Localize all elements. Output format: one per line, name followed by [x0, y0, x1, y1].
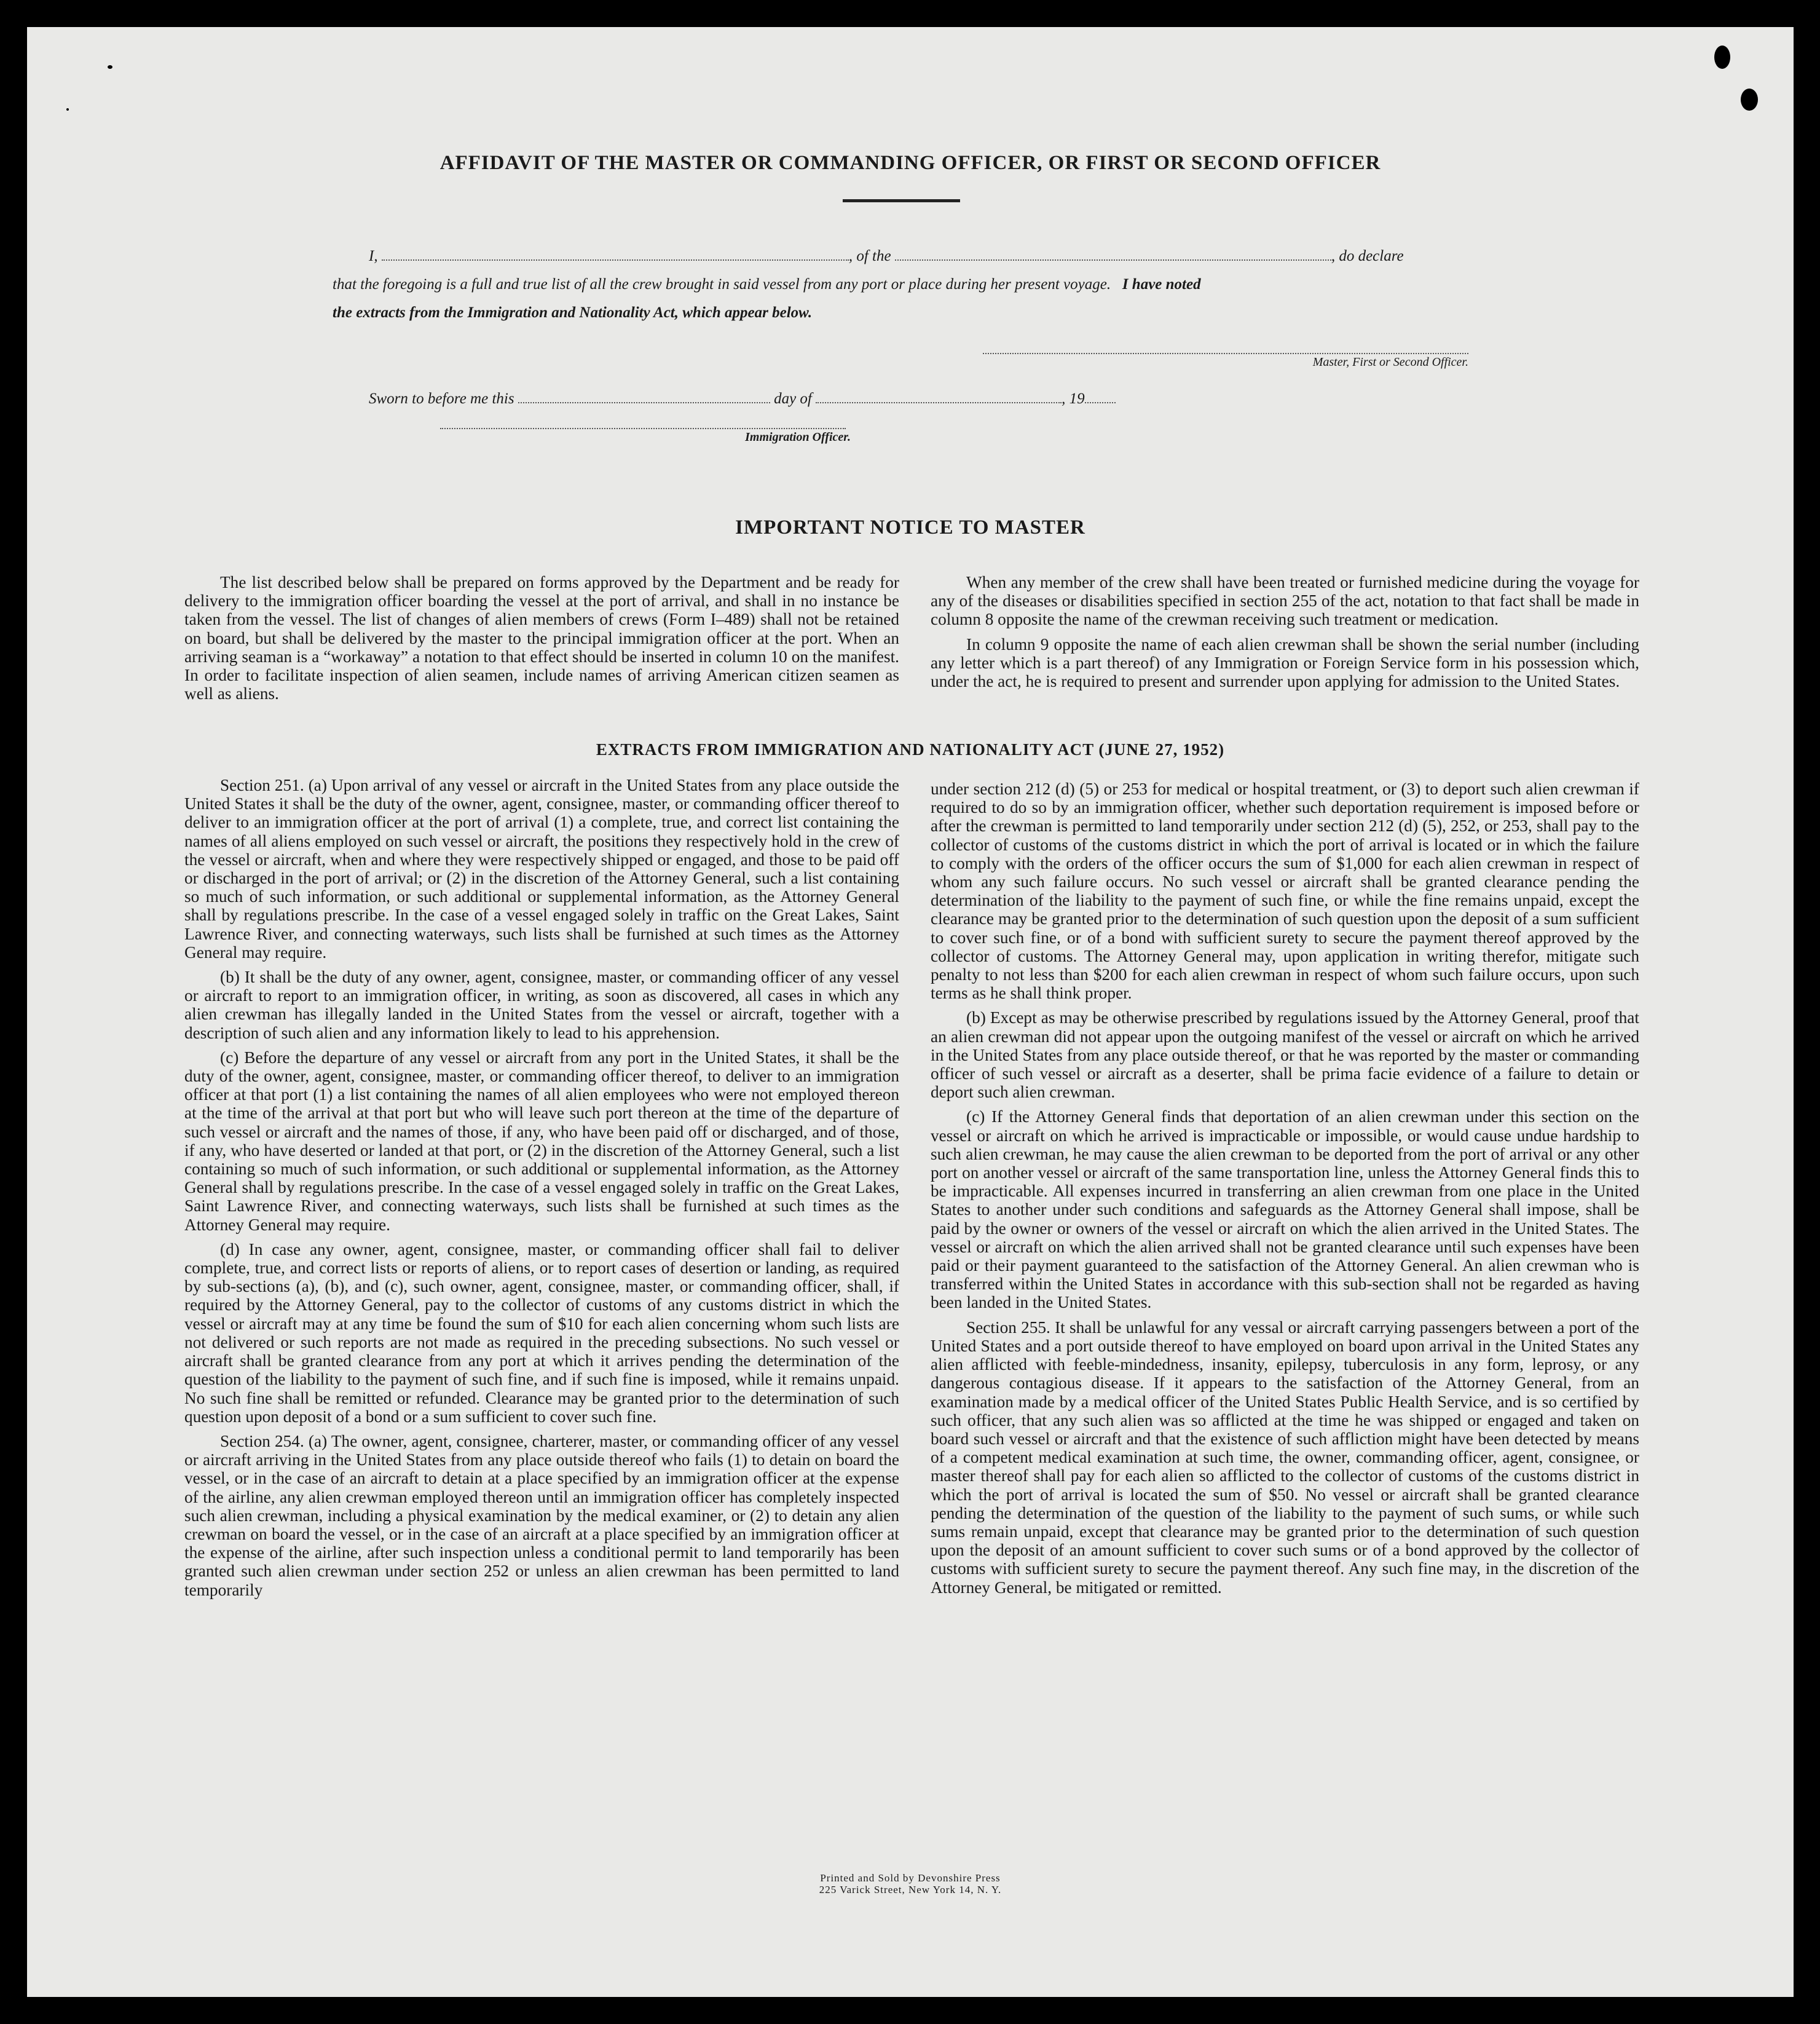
ink-blot [1714, 45, 1730, 69]
declaration-line-1 [369, 242, 1500, 271]
notice-paragraph: In column 9 opposite the name of each alien crewman shall be shown the serial number (including any letter which is a part thereof) of any Immigration or Foreign Service form in his possession which, under the act, he is required to present and surrender upon applying for admission to the United States. [931, 634, 1639, 691]
printer-imprint [27, 1872, 1794, 1896]
imprint-line-2: 225 Varick Street, New York 14, N. Y. [819, 1884, 1002, 1896]
section-251d-paragraph: (d) In case any owner, agent, consignee, master, or commanding officer shall fail to deliver complete, true, and correct lists or reports of aliens, or to report cases of desertion or landing, as required by sub-sections (a), (b), and (c), such owner, agent, consignee, master, or commanding officer, shall, if required by the Attorney General, pay to the collector of customs of any customs district in which the vessel or aircraft may at any time be found the sum of $10 for each alien concerning whom such lists are not delivered or such reports are not made as required in the preceding subsections. No such vessel or aircraft shall be granted clearance from any port at which it arrives pending the determination of the question of the liability to the payment of such fine, and if such fine is imposed, while it remains unpaid. No such fine shall be remitted or refunded. Clearance may be granted prior to the determination of such question upon deposit of a bond or a sum sufficient to cover such fine. [184, 1239, 899, 1426]
declaration-do-declare: , do declare [1331, 248, 1404, 264]
sworn-prefix: Sworn to before me this [369, 390, 514, 407]
sworn-year: , 19 [1062, 390, 1085, 407]
form-page [27, 27, 1794, 1997]
imprint-line-1: Printed and Sold by Devonshire Press [820, 1872, 1001, 1884]
section-251a-paragraph: Section 251. (a) Upon arrival of any vessel or aircraft in the United States from any place outside the United States it shall be the duty of the owner, agent, consignee, master, or commanding officer thereof to deliver to an immigration officer at the port of arrival (1) a complete, true, and correct list containing the names of all aliens employed on such vessel or aircraft, the positions they respectively hold in the crew of the vessel or aircraft, when and where they were respectively shipped or engaged, and those to be paid off or discharged in the port of arrival; or (2) in the discretion of the Attorney General, such a list containing so much of such information, or such additional or supplemental information, as the Attorney General shall by regulations prescribe. In the case of a vessel engaged solely in traffic on the Great Lakes, Saint Lawrence River, and connecting waterways, such lists shall be furnished at such times as the Attorney General may require. [184, 776, 899, 962]
ink-speck [108, 65, 112, 69]
notice-left-column [184, 573, 899, 709]
affidavit-heading: AFFIDAVIT OF THE MASTER OR COMMANDING OFFICER, OR FIRST OR SECOND OFFICER [439, 152, 1381, 174]
notice-paragraph: The list described below shall be prepared on forms approved by the Department and be ready for delivery to the immigration officer boarding the vessel at the port of arrival, and shall in no instance be taken from the vessel. The list of changes of alien members of crews (Form I–489) shall not be retained on board, but shall be delivered by the master to the principal immigration officer at the port. When an arriving seaman is a “workaway” a notation to that effect should be inserted in column 10 on the manifest. In order to facilitate inspection of alien seamen, include names of arriving American citizen seamen as well as aliens. [184, 573, 899, 703]
section-251c-paragraph: (c) Before the departure of any vessel or aircraft from any port in the United States, it shall be the duty of the owner, agent, consignee, master, or commanding officer thereof, to deliver to an immigration officer at that port (1) a list containing the names of all alien employees who were not employed thereon at the time of the arrival at that port but who will leave such port thereon at the time of the departure of such vessel or aircraft and the names of those, if any, who have been paid off or discharged, and of those, if any, who have deserted or landed at that port, or (2) in the discretion of the Attorney General, such a list containing so much of such information, or such additional or supplemental information, as the Attorney General shall by regulations prescribe. In the case of a vessel engaged solely in traffic on the Great Lakes, Saint Lawrence River, and connecting waterways, such lists shall be furnished at such times as the Attorney General may require. [184, 1048, 899, 1234]
notice-heading: IMPORTANT NOTICE TO MASTER [735, 516, 1085, 539]
declaration-line-3: the extracts from the Immigration and Nationality Act, which appear below. [333, 304, 813, 321]
sworn-day-blank[interactable] [518, 402, 770, 403]
extracts-right-column [931, 780, 1639, 1603]
ink-blot [1741, 89, 1758, 111]
section-254b-paragraph: (b) Except as may be otherwise prescribed by regulations issued by the Attorney General, proof that an alien crewman did not appear upon the outgoing manifest of the vessel or aircraft on which he arrived in the United States from any place outside thereof, or that he was reported by the master or commanding officer of such vessel or aircraft as a deserter, shall be prima facie evidence of a failure to detain or deport such alien crewman. [931, 1008, 1639, 1102]
heading-underline [843, 199, 960, 202]
section-254c-paragraph: (c) If the Attorney General finds that deportation of an alien crewman under this section on the vessel or aircraft on which he arrived is impracticable or impossible, or would cause undue hardship to such alien crewman, he may cause the alien crewman to be deported from the port of arrival or any other port on another vessel or aircraft of the same transportation line, unless the Attorney General finds this to be impracticable. All expenses incurred in transferring an alien crewman from one place in the United States to another under such conditions and safeguards as the Attorney General shall impose, shall be paid by the owner or owners of the vessel or aircraft on which the alien arrived in the United States. The vessel or aircraft on which the alien arrived shall not be granted clearance until such expenses have been paid or their payment guaranteed to the satisfaction of the Attorney General. An alien crewman who is transferred within the United States in accordance with this sub-section shall not be regarded as having been landed in the United States. [931, 1107, 1639, 1312]
extracts-heading: EXTRACTS FROM IMMIGRATION AND NATIONALITY ACT (JUNE 27, 1952) [596, 740, 1225, 759]
section-255-paragraph: Section 255. It shall be unlawful for any vessal or aircraft carrying passengers between a port of the United States and a port outside thereof to have employed on board upon arrival in the United States any alien afflicted with feeble-mindedness, insanity, epilepsy, tuberculosis in any form, leprosy, or any dangerous contagious disease. If it appears to the satisfaction of the Attorney General, from an examination made by a medical officer of the United States Public Health Service, and is so certified by such officer, that any such alien was so afflicted at the time he was shipped or engaged and taken on board such vessel or aircraft and that the existence of such affliction might have been detected by means of a competent medical examination at such time, the owner, commanding officer, agent, consignee, or master thereof shall pay for each alien so afflicted to the collector of customs of the customs district in which the port of arrival is located the sum of $50. No vessel or aircraft shall be granted clearance pending the determination of the question of the liability to the payment of such sums, or while such sums remain unpaid, except that clearance may be granted prior to the determination of such question upon the deposit of an amount sufficient to cover such sums or of a bond approved by the collector of customs with sufficient surety to secure the payment thereof. Any such fine may, in the discretion of the Attorney General, be mitigated or remitted. [931, 1318, 1639, 1597]
declaration-text-2-end: I have noted [1122, 276, 1201, 293]
notice-right-column [931, 573, 1639, 697]
master-signature-label: Master, First or Second Officer. [1312, 355, 1468, 369]
sworn-year-blank[interactable] [1085, 402, 1116, 403]
extracts-left-column [184, 776, 899, 1605]
sworn-line [369, 385, 1229, 413]
sworn-month-blank[interactable] [816, 402, 1062, 403]
declaration-text-2: that the foregoing is a full and true list of all the crew brought in said vessel from any port or place during her present voyage. [333, 276, 1111, 293]
vessel-blank[interactable] [895, 259, 1331, 261]
name-blank[interactable] [382, 259, 849, 261]
declaration-line-2 [333, 271, 1500, 299]
master-signature-line[interactable] [983, 352, 1468, 354]
immigration-officer-label: Immigration Officer. [745, 430, 851, 444]
immigration-officer-signature-line[interactable] [440, 427, 846, 429]
declaration-i: I, [369, 248, 378, 264]
ink-speck [66, 108, 69, 111]
sworn-day-of: day of [774, 390, 812, 407]
section-254a-paragraph: Section 254. (a) The owner, agent, consignee, charterer, master, or commanding officer of any vessel or aircraft arriving in the United States from any place outside thereof who fails (1) to detain on board the vessel, or in the case of an aircraft to detain at a place specified by an immigration officer at the expense of the airline, any alien crewman employed thereon until an immigration officer has completely inspected such alien crewman, including a physical examination by the medical examiner, or (2) to detain any alien crewman on board the vessel, or in the case of an aircraft at a place specified by an immigration officer at the expense of the airline, after such inspection unless a conditional permit to land temporarily has been granted such alien crewman under section 252 or unless an alien crewman has been permitted to land temporarily [184, 1431, 899, 1599]
notice-paragraph: When any member of the crew shall have been treated or furnished medicine during the voyage for any of the diseases or disabilities specified in section 255 of the act, notation to that fact shall be made in column 8 opposite the name of the crewman receiving such treatment or medication. [931, 573, 1639, 629]
section-254a-continued-paragraph: under section 212 (d) (5) or 253 for medical or hospital treatment, or (3) to deport such alien crewman if required to do so by an immigration officer, whether such deportation requirement is imposed before or after the crewman is permitted to land temporarily under section 212 (d) (5), 252, or 253, shall pay to the collector of customs of the customs district in which the port of arrival is located or in which the failure to comply with the orders of the officer occurs the sum of $1,000 for each alien crewman in respect of whom any such failure occurs. No such vessel or aircraft shall be granted clearance pending the determination of the liability to the payment of such fine, or while the fine remains unpaid, except the clearance may be granted prior to the determination of such question upon the deposit of a sum sufficient to cover such fine, or of a bond with sufficient surety to secure the payment thereof approved by the collector of customs. The Attorney General may, upon application in writing therefor, mitigate such penalty to not less than $200 for each alien crewman in respect of whom such failure occurs, upon such terms as he shall think proper. [931, 780, 1639, 1003]
declaration-of-the: , of the [848, 248, 891, 264]
section-251b-paragraph: (b) It shall be the duty of any owner, agent, consignee, master, or commanding officer of any vessel or aircraft to report to an immigration officer, in writing, as soon as discovered, all cases in which any alien crewman has illegally landed in the United States from the vessel or aircraft, together with a description of such alien and any information likely to lead to his apprehension. [184, 968, 899, 1042]
